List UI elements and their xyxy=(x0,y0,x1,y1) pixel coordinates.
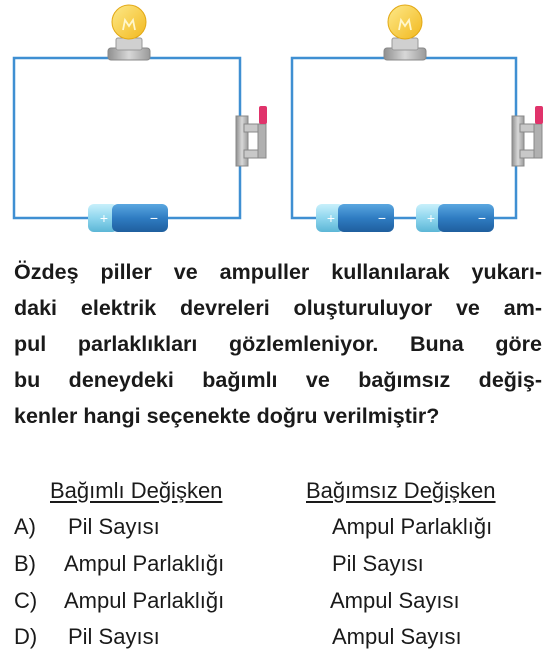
answer-option-a[interactable] xyxy=(0,514,556,550)
answer-option-c[interactable] xyxy=(0,588,556,624)
battery-minus-label: − xyxy=(477,210,487,226)
dependent-variable-header: Bağımlı Değişken xyxy=(50,478,223,503)
question-line: bu deneydeki bağımlı ve bağımsız değiş- xyxy=(14,368,542,392)
option-dependent: Pil Sayısı xyxy=(68,624,160,649)
option-letter: B) xyxy=(14,551,36,576)
left-bulb xyxy=(108,5,150,60)
option-letter: A) xyxy=(14,514,36,539)
left-circuit-wire xyxy=(14,58,240,218)
right-bulb xyxy=(384,5,426,60)
left-battery xyxy=(88,204,168,232)
option-dependent: Ampul Parlaklığı xyxy=(64,551,225,576)
right-battery-2 xyxy=(416,204,494,232)
battery-minus-label: − xyxy=(149,210,159,226)
right-circuit-wire xyxy=(292,58,516,218)
battery-minus-label: − xyxy=(377,210,387,226)
battery-plus-label: + xyxy=(426,210,436,226)
question-line: daki elektrik devreleri oluşturuluyor ve am- xyxy=(14,296,542,320)
battery-plus-label: + xyxy=(326,210,336,226)
option-dependent: Ampul Parlaklığı xyxy=(64,588,225,613)
right-circuit xyxy=(292,5,543,232)
option-independent: Ampul Sayısı xyxy=(330,588,460,613)
question-text xyxy=(14,254,542,434)
option-independent: Pil Sayısı xyxy=(332,551,424,576)
circuit-diagrams xyxy=(0,0,556,240)
answer-option-b[interactable] xyxy=(0,551,556,587)
option-dependent: Pil Sayısı xyxy=(68,514,160,539)
question-line: kenler hangi seçenekte doğru verilmiştir? xyxy=(14,404,440,428)
battery-plus-label: + xyxy=(99,210,109,226)
option-independent: Ampul Sayısı xyxy=(332,624,462,649)
option-letter: C) xyxy=(14,588,38,613)
left-circuit xyxy=(14,5,267,232)
independent-variable-header: Bağımsız Değişken xyxy=(306,478,496,503)
right-battery-1 xyxy=(316,204,394,232)
question-line: pul parlaklıkları gözlemleniyor. Buna göre xyxy=(14,332,542,356)
option-independent: Ampul Parlaklığı xyxy=(332,514,493,539)
question-line: Özdeş piller ve ampuller kullanılarak yukarı- xyxy=(14,260,542,284)
answer-option-d[interactable] xyxy=(0,624,556,660)
option-letter: D) xyxy=(14,624,38,649)
